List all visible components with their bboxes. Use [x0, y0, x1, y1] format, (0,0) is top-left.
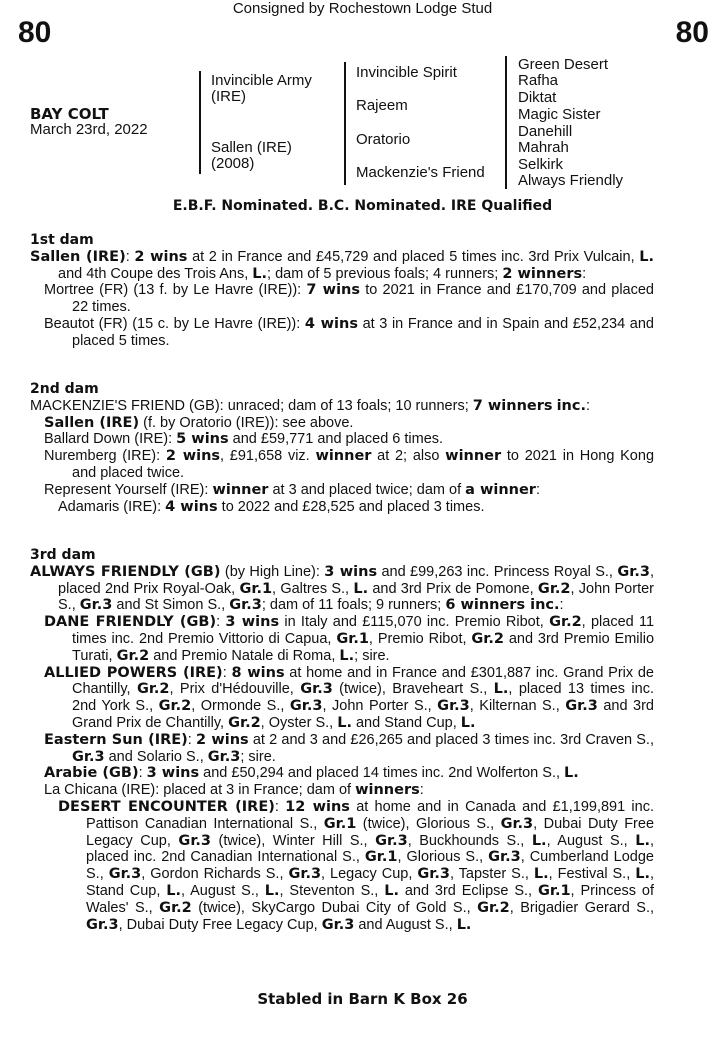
- lot-number-left: 80: [18, 16, 52, 49]
- dam-record: Sallen (IRE): 2 wins at 2 in France and £45,729 and placed 5 times inc. 3rd Prix Vulcain, L. and 4th Coupe des Trois Ans, L.; dam of 5 previous foals; 4 runners; 2 winners:: [30, 248, 654, 282]
- pedigree-dam: Sallen (IRE) (2008): [211, 139, 292, 172]
- pedigree-gen3-6: Mahrah: [518, 139, 569, 156]
- horse-info: [30, 106, 148, 138]
- pedigree-gen3-4: Magic Sister: [518, 106, 601, 123]
- third-dam-record: ALWAYS FRIENDLY (GB) (by High Line): 3 wins and £99,263 inc. Princess Royal S., Gr.3, placed 2nd Prix Royal-Oak, Gr.1, Galtres S., L. and 3rd Prix de Pomone, Gr.2, John Porter S., Gr.3 and St Simon S., Gr.3; dam of 11 foals; 9 runners; 6 winners inc.:: [30, 563, 654, 614]
- third-dam-section: [30, 547, 654, 933]
- pedigree-gen2-2: Rajeem: [356, 97, 408, 114]
- consignor-line: Consigned by Rochestown Lodge Stud: [232, 0, 493, 17]
- first-dam-section: [30, 232, 654, 350]
- pedigree-gen2-1: Invincible Spirit: [356, 64, 457, 81]
- horse-foaled: March 23rd, 2022: [30, 121, 148, 138]
- produce-beautot: Beautot (FR) (15 c. by Le Havre (IRE)): 4 wins at 3 in France and in Spain and £52,234 and placed 5 times.: [44, 315, 654, 349]
- pedigree-gen2-4: Mackenzie's Friend: [356, 164, 485, 181]
- pedigree-line-2: [344, 62, 346, 185]
- produce-arabie: Arabie (GB): 3 wins and £50,294 and placed 14 times inc. 2nd Wolferton S., L.: [44, 765, 579, 782]
- third-dam-heading: 3rd dam: [30, 547, 96, 563]
- pedigree-gen3-5: Danehill: [518, 123, 573, 140]
- horse-description: BAY COLT: [30, 105, 109, 123]
- pedigree-gen3-3: Diktat: [518, 89, 557, 106]
- footer-stabling: Stabled in Barn K Box 26: [257, 990, 468, 1008]
- produce-eastern-sun: Eastern Sun (IRE): 2 wins at 2 and 3 and £26,265 and placed 3 times inc. 3rd Craven S., Gr.3 and Solario S., Gr.3; sire.: [44, 731, 654, 765]
- produce-la-chicana: La Chicana (IRE): placed at 3 in France; dam of winners:: [44, 782, 424, 799]
- pedigree-gen3-8: Always Friendly: [518, 172, 624, 189]
- pedigree-gen3-7: Selkirk: [518, 156, 564, 173]
- pedigree-line-1: [199, 71, 201, 174]
- produce-ballard-down: Ballard Down (IRE): 5 wins and £59,771 and placed 6 times.: [44, 431, 444, 448]
- produce-adamaris: Adamaris (IRE): 4 wins to 2022 and £28,525 and placed 3 times.: [58, 498, 485, 515]
- produce-desert-encounter: DESERT ENCOUNTER (IRE): 12 wins at home and in Canada and £1,199,891 inc. Pattison Canadian International S., Gr.1 (twice), Glorious S., Gr.3, Dubai Duty Free Legacy Cup, Gr.3 (twice), Winter Hill S., Gr.3, Buckhounds S., L., August S., L., placed inc. 2nd Canadian International S., Gr.1, Glorious S., Gr.3, Cumberland Lodge S., Gr.3, Gordon Richards S., Gr.3, Legacy Cup, Gr.3, Tapster S., L., Festival S., L., Stand Cup, L., August S., L., Steventon S., L. and 3rd Eclipse S., Gr.1, Princess of Wales' S., Gr.2 (twice), SkyCargo Dubai City of Gold S., Gr.2, Brigadier Gerard S., Gr.3, Dubai Duty Free Legacy Cup, Gr.3 and August S., L.: [58, 798, 655, 933]
- produce-nuremberg: Nuremberg (IRE): 2 wins, £91,658 viz. winner at 2; also winner to 2021 in Hong Kong and placed twice.: [44, 448, 655, 481]
- pedigree-gen3-2: Rafha: [518, 72, 559, 89]
- first-dam-heading: 1st dam: [30, 232, 94, 248]
- produce-allied-powers: ALLIED POWERS (IRE): 8 wins at home and in France and £301,887 inc. Grand Prix de Chantilly, Gr.2, Prix d'Hédouville, Gr.3 (twice), Braveheart S., L., placed 13 times inc. 2nd York S., Gr.2, Ormonde S., Gr.3, John Porter S., Gr.3, Kilternan S., Gr.3 and 3rd Grand Prix de Chantilly, Gr.2, Oyster S., L. and Stand Cup, L.: [44, 664, 654, 731]
- pedigree-line-3: [505, 56, 507, 189]
- produce-dane-friendly: DANE FRIENDLY (GB): 3 wins in Italy and £115,070 inc. Premio Ribot, Gr.2, placed 11 times inc. 2nd Premio Vittorio di Capua, Gr.1, Premio Ribot, Gr.2 and 3rd Premio Emilio Turati, Gr.2 and Premio Natale di Roma, L.; sire.: [44, 614, 655, 664]
- pedigree-gen3-1: Green Desert: [518, 56, 609, 73]
- nominations: E.B.F. Nominated. B.C. Nominated. IRE Qualified: [172, 198, 553, 214]
- lot-number-right: 80: [675, 16, 709, 49]
- pedigree-gen2-3: Oratorio: [356, 131, 411, 148]
- produce-mortree: Mortree (FR) (13 f. by Le Havre (IRE)): 7 wins to 2021 in France and £170,709 and placed 22 times.: [44, 282, 654, 316]
- produce-represent-yourself: Represent Yourself (IRE): winner at 3 and placed twice; dam of a winner:: [44, 481, 540, 498]
- second-dam-section: [30, 381, 654, 515]
- second-dam-record: MACKENZIE'S FRIEND (GB): unraced; dam of 13 foals; 10 runners; 7 winners inc.:: [30, 397, 590, 414]
- produce-sallen: Sallen (IRE) (f. by Oratorio (IRE)): see above.: [44, 414, 354, 431]
- second-dam-heading: 2nd dam: [30, 381, 99, 397]
- pedigree-sire: Invincible Army (IRE): [211, 72, 312, 105]
